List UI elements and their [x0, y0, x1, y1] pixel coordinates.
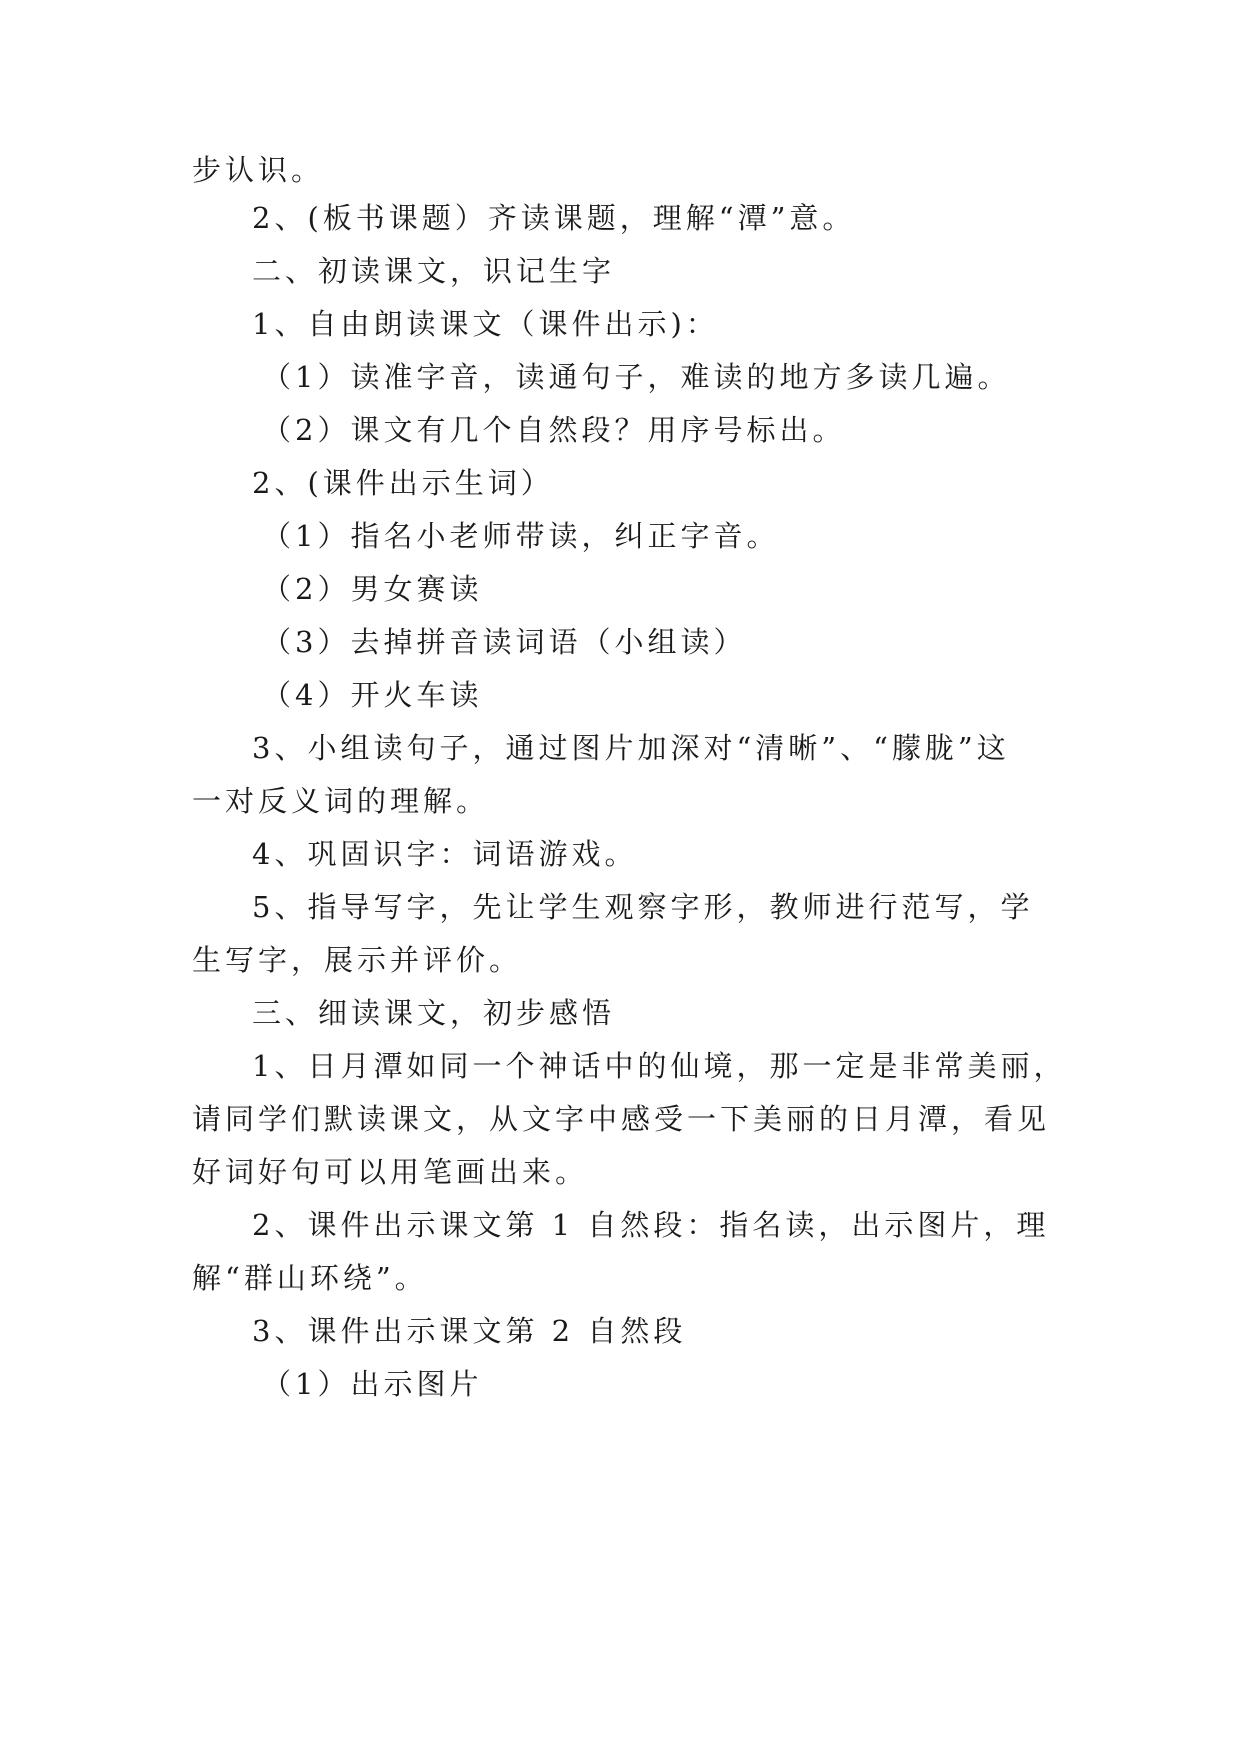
list-item: （3）去掉拼音读词语（小组读）: [262, 625, 747, 659]
text-line: 1、自由朗读课文（课件出示)：: [252, 307, 719, 341]
text-line: 请同学们默读课文，从文字中感受一下美丽的日月潭，看见: [192, 1102, 1051, 1136]
text-line: 3、小组读句子，通过图片加深对“清晰”、“朦胧”这: [252, 731, 1010, 765]
text-line: 5、指导写字，先让学生观察字形，教师进行范写，学: [252, 890, 1034, 924]
section-heading: 三、细读课文，初步感悟: [252, 996, 616, 1030]
text-line: 一对反义词的理解。: [192, 784, 490, 818]
list-item: （2）男女赛读: [262, 572, 483, 606]
text-line: 2、(板书课题）齐读课题，理解“潭”意。: [252, 201, 856, 235]
list-item: （2）课文有几个自然段？用序号标出。: [262, 413, 846, 447]
text-line: 4、巩固识字：词语游戏。: [252, 837, 638, 871]
text-line: 生写字，展示并评价。: [192, 943, 523, 977]
list-item: （1）出示图片: [262, 1367, 483, 1401]
text-line: 3、课件出示课文第 2 自然段: [252, 1314, 687, 1348]
text-line: 1、日月潭如同一个神话中的仙境，那一定是非常美丽，: [252, 1049, 1067, 1083]
section-heading: 二、初读课文，识记生字: [252, 254, 616, 288]
text-line: 步认识。: [192, 153, 325, 187]
list-item: （1）读准字音，读通句子，难读的地方多读几遍。: [262, 360, 1011, 394]
list-item: （1）指名小老师带读，纠正字音。: [262, 519, 780, 553]
list-item: （4）开火车读: [262, 678, 483, 712]
text-line: 2、(课件出示生词）: [252, 466, 554, 500]
text-line: 好词好句可以用笔画出来。: [192, 1155, 589, 1189]
text-line: 解“群山环绕”。: [192, 1261, 428, 1295]
text-line: 2、课件出示课文第 1 自然段：指名读，出示图片，理: [252, 1208, 1050, 1242]
